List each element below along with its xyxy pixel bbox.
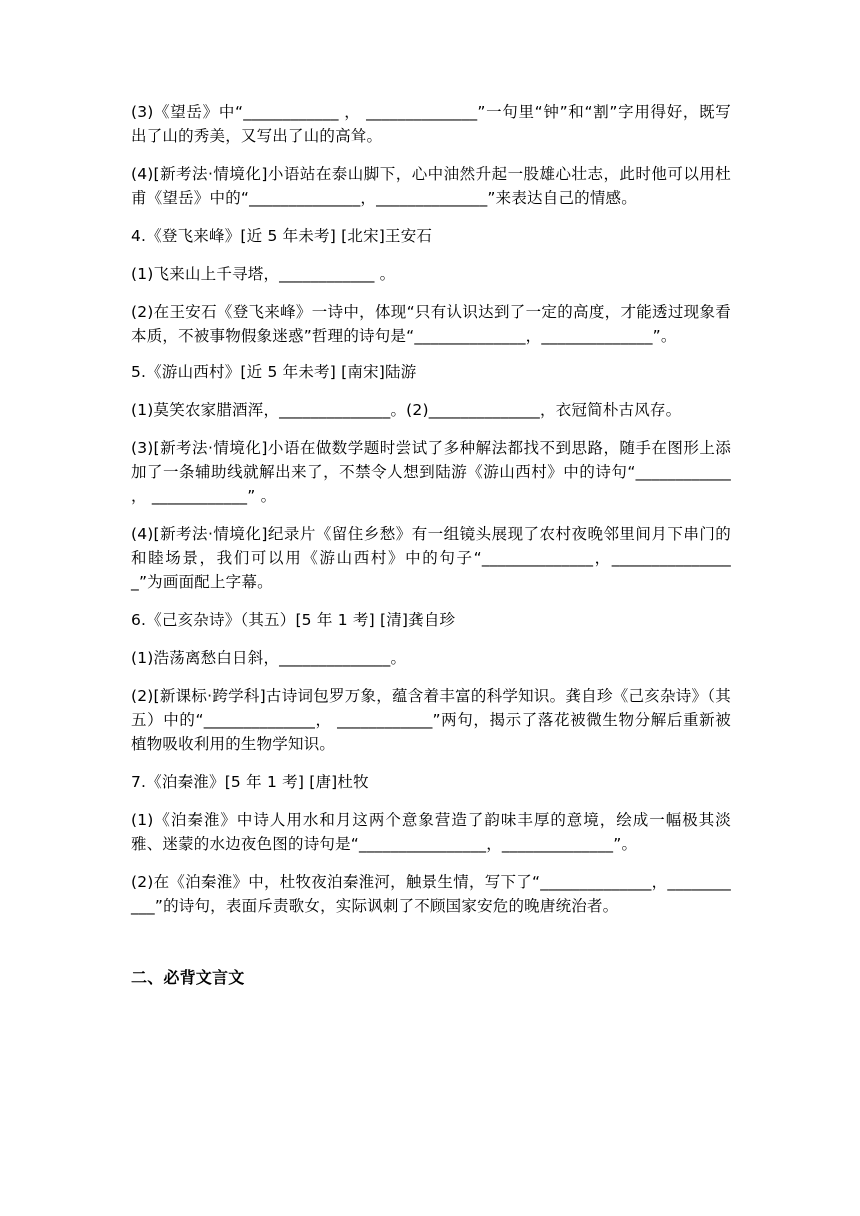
poem-heading-7: 7.《泊秦淮》[5 年 1 考] [唐]杜牧 [131,773,369,791]
poem-heading-6: 6.《己亥杂诗》（其五）[5 年 1 考] [清]龚自珍 [131,611,456,629]
question-3-3: (3)《望岳》中“____________ ， ______________”一句里“钟”和“割”字用得好，既写出了山的秀美，又写出了山的高耸。 [131,103,731,145]
question-7-1: (1)《泊秦淮》中诗人用水和月这两个意象营造了韵味丰厚的意境，绘成一幅极其淡雅、迷蒙的水边夜色图的诗句是“________________，______________”。 [131,811,731,853]
question-4-2: (2)在王安石《登飞来峰》一诗中，体现“只有认识达到了一定的高度，才能透过现象看本质，不被事物假象迷惑”哲理的诗句是“______________，______________”。 [131,303,731,345]
document-content [131,100,731,990]
question-5-1-2: (1)莫笑农家腊酒浑，______________。(2)______________，衣冠简朴古风存。 [131,401,682,419]
question-5-3: (3)[新考法·情境化]小语在做数学题时尝试了多种解法都找不到思路，随手在图形上添加了一条辅助线就解出来了，不禁令人想到陆游《游山西村》中的诗句“____________ ， ____________” 。 [131,439,731,505]
section-heading: 二、必背文言文 [131,968,245,987]
question-7-2: (2)在《泊秦淮》中，杜牧夜泊秦淮河，触景生情，写下了“______________，___________”的诗句，表面斥责歌女，实际讽刺了不顾国家安危的晚唐统治者。 [131,873,731,915]
question-3-4: (4)[新考法·情境化]小语站在泰山脚下，心中油然升起一股雄心壮志，此时他可以用杜甫《望岳》中的“______________，______________”来表达自己的情感。 [131,165,731,207]
question-6-1: (1)浩荡离愁白日斜，______________。 [131,649,407,667]
poem-heading-4: 4.《登飞来峰》[近 5 年未考] [北宋]王安石 [131,227,433,245]
question-5-4: (4)[新考法·情境化]纪录片《留住乡愁》有一组镜头展现了农村夜晚邻里间月下串门的和睦场景，我们可以用《游山西村》中的句子“______________，________________”为画面配上字幕。 [131,525,731,591]
poem-heading-5: 5.《游山西村》[近 5 年未考] [南宋]陆游 [131,363,417,381]
question-6-2: (2)[新课标·跨学科]古诗词包罗万象，蕴含着丰富的科学知识。龚自珍《己亥杂诗》（其五）中的“______________， ____________”两句，揭示了落花被微生物分解后重新被植物吸收利用的生物学知识。 [131,687,731,753]
question-4-1: (1)飞来山上千寻塔，____________ 。 [131,265,396,283]
